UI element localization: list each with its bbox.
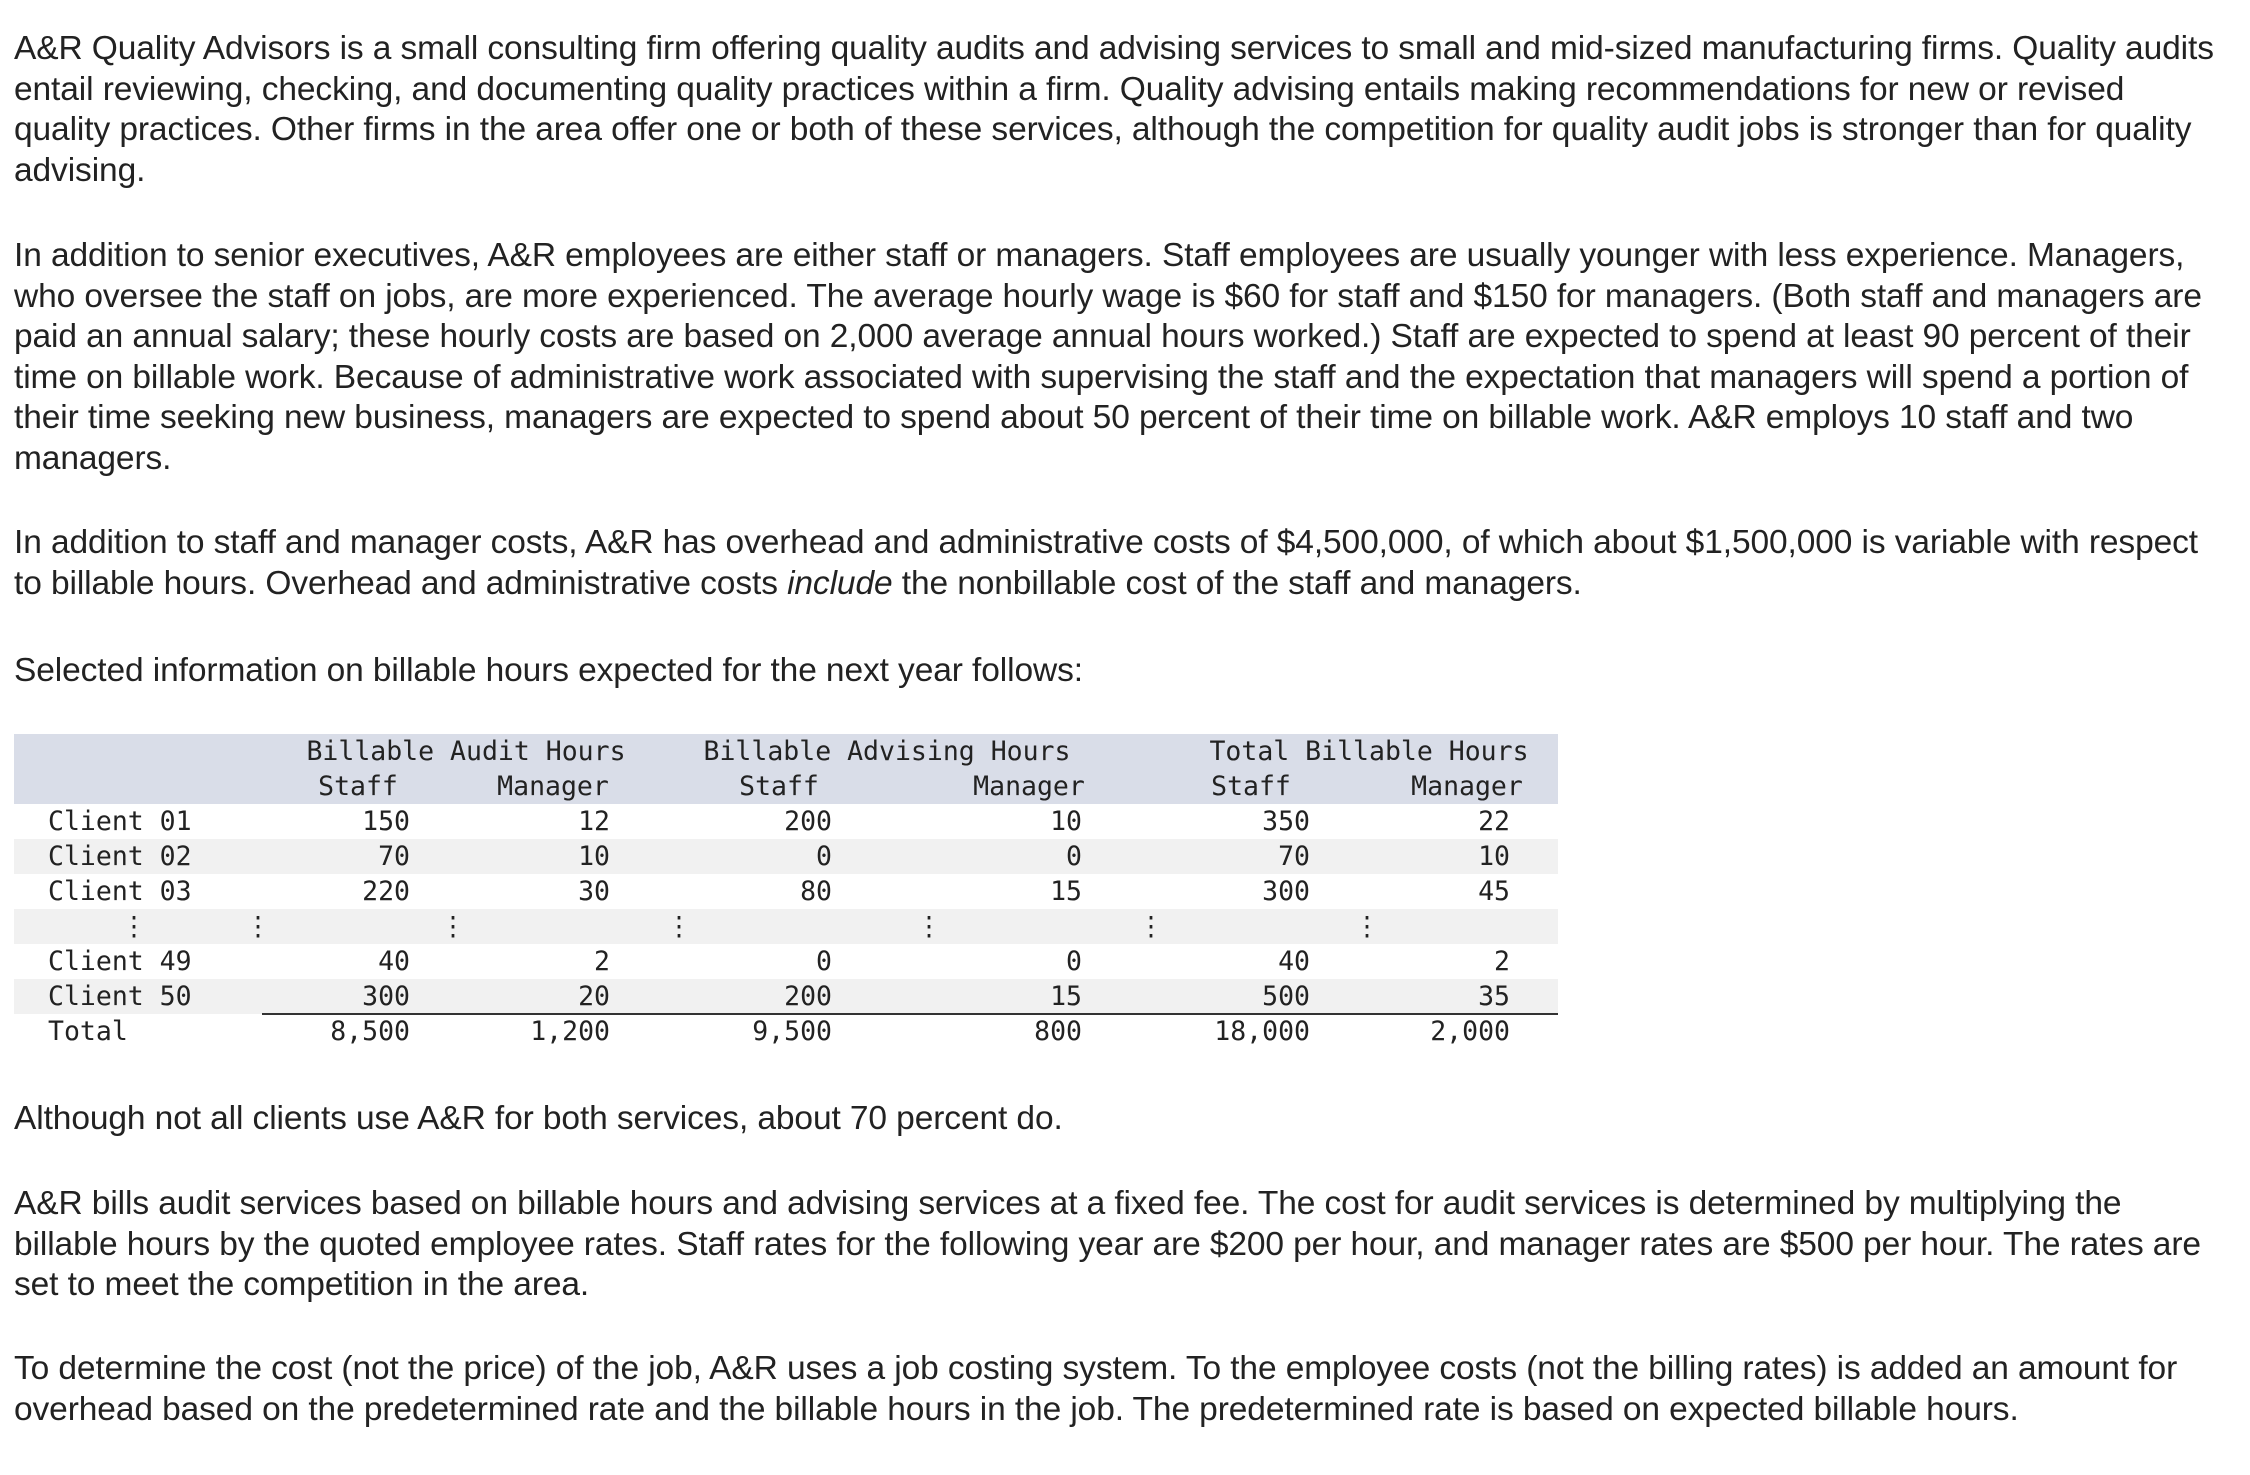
column-header: Staff [1211, 771, 1291, 802]
table-cell: 200 [784, 806, 832, 837]
total-cell: 9,500 [752, 1016, 832, 1047]
table-cell: ⋮ [915, 911, 943, 942]
row-label: Client 01 [48, 806, 192, 837]
table-cell: 200 [784, 981, 832, 1012]
table-cell: ⋮ [1353, 911, 1381, 942]
column-header: Manager [1411, 771, 1523, 802]
overhead-emphasis: include [787, 564, 893, 602]
total-cell: 2,000 [1430, 1016, 1510, 1047]
table-cell: 22 [1478, 806, 1510, 837]
table-cell: 10 [1050, 806, 1082, 837]
row-label: Client 02 [48, 841, 192, 872]
table-cell: ⋮ [439, 911, 467, 942]
total-label: Total [48, 1016, 128, 1047]
table-cell: 12 [578, 806, 610, 837]
total-cell: 800 [1034, 1016, 1082, 1047]
table-cell: 70 [378, 841, 410, 872]
table-cell: ⋮ [1137, 911, 1165, 942]
table-cell: 20 [578, 981, 610, 1012]
table-intro-paragraph: Selected information on billable hours expected for the next year follows: [14, 652, 1083, 689]
total-cell: 1,200 [530, 1016, 610, 1047]
table-cell: 45 [1478, 876, 1510, 907]
table-cell: 0 [816, 946, 832, 977]
table-cell: 40 [378, 946, 410, 977]
table-cell: 220 [362, 876, 410, 907]
table-cell: 15 [1050, 876, 1082, 907]
table-cell: 300 [1262, 876, 1310, 907]
table-cell: 70 [1278, 841, 1310, 872]
group-header: Billable Advising Hours [703, 736, 1071, 767]
total-cell: 8,500 [330, 1016, 410, 1047]
group-header: Total Billable Hours [1209, 736, 1529, 767]
table-cell: 80 [800, 876, 832, 907]
table-cell: 150 [362, 806, 410, 837]
table-cell: 2 [594, 946, 610, 977]
row-label: Client 49 [48, 946, 192, 977]
intro-paragraph: A&R Quality Advisors is a small consulting firm offering quality audits and advising services to small and mid-sized manufacturing firms. Quality audits entail reviewing, checking, and documenting quality practices within a firm. Quality advising entails making recommendations for new or revised quality practices. Other firms in the area offer one or both of these services, although the competition for quality audit jobs is stronger than for quality advising. [14, 30, 2214, 189]
table-cell: 350 [1262, 806, 1310, 837]
table-cell: 40 [1278, 946, 1310, 977]
table-cell: 2 [1494, 946, 1510, 977]
table-cell: 30 [578, 876, 610, 907]
overhead-paragraph [14, 523, 2214, 604]
table-cell: ⋮ [665, 911, 693, 942]
overhead-text-b: the nonbillable cost of the staff and managers. [892, 564, 1582, 602]
group-header: Billable Audit Hours [306, 736, 626, 767]
table-cell: 15 [1050, 981, 1082, 1012]
column-header: Staff [739, 771, 819, 802]
employees-paragraph: In addition to senior executives, A&R employees are either staff or managers. Staff employees are usually younger with less experience. Managers, who oversee the staff on jobs, are more experienced. The average hourly wage is $60 for staff and $150 for managers. (Both staff and managers are paid an annual salary; these hourly costs are based on 2,000 average annual hours worked.) Staff are expected to spend at least 90 percent of their time on billable work. Because of administrative work associated with supervising the staff and the expectation that managers will spend a portion of their time seeking new business, managers are expected to spend about 50 percent of their time on billable work. A&R employs 10 staff and two managers. [14, 237, 2202, 477]
column-header: Staff [318, 771, 398, 802]
table-cell: 0 [816, 841, 832, 872]
table-cell: ⋮ [244, 911, 272, 942]
job-costing-paragraph: To determine the cost (not the price) of the job, A&R uses a job costing system. To the employee costs (not the billing rates) is added an amount for overhead based on the predetermined rate and the billable hours in the job. The predetermined rate is based on expected billable hours. [14, 1350, 2178, 1428]
table-cell: 35 [1478, 981, 1510, 1012]
table-cell: 10 [1478, 841, 1510, 872]
overhead-text-a: In addition to staff and manager costs, A&R has overhead and administrative costs of $4,500,000, of which about $1,500,000 is variable with respect to billable hours. Overhead and administrative costs [14, 524, 2199, 602]
clients-paragraph: Although not all clients use A&R for both services, about 70 percent do. [14, 1100, 1063, 1137]
column-header: Manager [973, 771, 1085, 802]
table-cell: 0 [1066, 946, 1082, 977]
row-label: Client 50 [48, 981, 192, 1012]
billing-paragraph: A&R bills audit services based on billable hours and advising services at a fixed fee. The cost for audit services is determined by multiplying the billable hours by the quoted employee rates. Staff rates for the following year are $200 per hour, and manager rates are $500 per hour. The rates are set to meet the competition in the area. [14, 1185, 2201, 1303]
total-cell: 18,000 [1214, 1016, 1310, 1047]
table-cell: 300 [362, 981, 410, 1012]
column-header: Manager [497, 771, 609, 802]
row-label: ⋮ [120, 911, 148, 942]
row-label: Client 03 [48, 876, 192, 907]
table-cell: 500 [1262, 981, 1310, 1012]
table-cell: 10 [578, 841, 610, 872]
table-cell: 0 [1066, 841, 1082, 872]
